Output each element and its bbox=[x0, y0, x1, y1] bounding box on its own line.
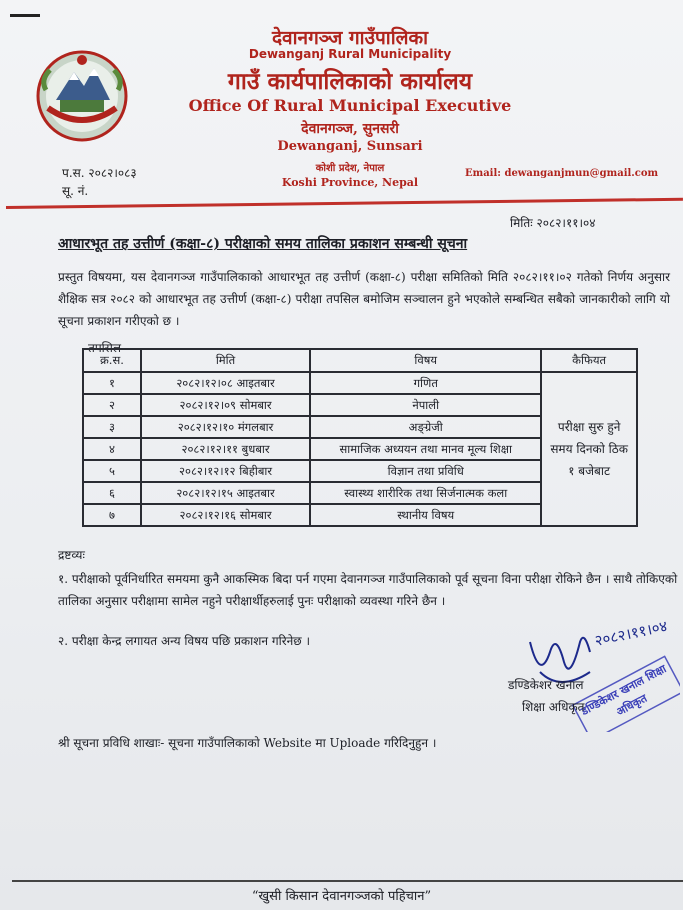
table-row bbox=[83, 372, 637, 394]
office-name-english: Office Of Rural Municipal Executive bbox=[188, 96, 512, 115]
row-serial: ४ bbox=[83, 438, 141, 460]
row-subject: विज्ञान तथा प्रविधि bbox=[310, 460, 541, 482]
notice-body: प्रस्तुत विषयमा, यस देवानगञ्ज गाउँपालिकाको आधारभूत तह उत्तीर्ण (कक्षा-८) परीक्षा समितिको मिति २०८२।११।०२ गतेको निर्णय अनुसार शैक्षिक सत्र २०८२ को आधारभूत तह उत्तीर्ण (कक्षा-८) परीक्षा तपसिल बमोजिम सञ्चालन हुने भएकोले सम्बन्धित सबैको जानकारीको लागि यो सूचना प्रकाशन गरीएको छ । bbox=[58, 270, 670, 328]
row-date: २०८२।१२।१२ बिहीबार bbox=[141, 460, 310, 482]
row-date: २०८२।१२।११ बुधबार bbox=[141, 438, 310, 460]
row-date: २०८२।१२।०८ आइतबार bbox=[141, 372, 310, 394]
row-serial: ७ bbox=[83, 504, 141, 526]
nepal-emblem-logo bbox=[36, 50, 128, 142]
footer-slogan: “खुसी किसान देवानगञ्जको पहिचान” bbox=[251, 889, 432, 904]
office-name-nepali: गाउँ कार्यपालिकाको कार्यालय bbox=[227, 68, 473, 95]
signature-date: २०८२।११।०४ bbox=[593, 616, 670, 650]
header-subject: विषय bbox=[310, 349, 541, 372]
row-subject: अङ्ग्रेजी bbox=[310, 416, 541, 438]
row-remark bbox=[541, 372, 637, 526]
email-address[interactable]: Email: dewanganjmun@gmail.com bbox=[465, 168, 659, 179]
notice-subject: आधारभूत तह उत्तीर्ण (कक्षा-८) परीक्षाको समय तालिका प्रकाशन सम्बन्धी सूचना bbox=[58, 236, 468, 252]
header-date: मिति bbox=[141, 349, 310, 372]
header-divider bbox=[6, 198, 683, 209]
notes-heading: द्रष्टव्यः bbox=[58, 548, 85, 562]
footer-divider bbox=[12, 880, 683, 882]
row-date: २०८२।१२।१५ आइतबार bbox=[141, 482, 310, 504]
row-subject: स्थानीय विषय bbox=[310, 504, 541, 526]
row-subject: सामाजिक अध्ययन तथा मानव मूल्य शिक्षा bbox=[310, 438, 541, 460]
signatory-name: डण्डिकेशर खनाल bbox=[508, 678, 584, 692]
row-subject: नेपाली bbox=[310, 394, 541, 416]
row-date: २०८२।१२।०९ सोमबार bbox=[141, 394, 310, 416]
row-subject: स्वास्थ्य शारीरिक तथा सिर्जनात्मक कला bbox=[310, 482, 541, 504]
menu-icon[interactable] bbox=[10, 14, 40, 17]
table-header-row bbox=[83, 349, 637, 372]
province-english: Koshi Province, Nepal bbox=[281, 176, 419, 189]
row-date: २०८२।१२।१६ सोमबार bbox=[141, 504, 310, 526]
row-serial: ६ bbox=[83, 482, 141, 504]
cc-instruction: श्री सूचना प्रविधि शाखाः- सूचना गाउँपालिकाको Website मा Uploade गरिदिनुहुन । bbox=[58, 736, 437, 750]
row-date: २०८२।१२।१० मंगलबार bbox=[141, 416, 310, 438]
row-serial: ३ bbox=[83, 416, 141, 438]
schedule-caption: तपसिल bbox=[88, 341, 122, 355]
dispatch-number: सू. नं. bbox=[62, 184, 89, 198]
municipality-name-english: Dewanganj Rural Municipality bbox=[248, 47, 452, 61]
exam-schedule-table bbox=[82, 348, 638, 527]
row-subject: गणित bbox=[310, 372, 541, 394]
row-serial: २ bbox=[83, 394, 141, 416]
municipality-name-nepali: देवानगञ्ज गाउँपालिका bbox=[271, 27, 429, 49]
header-remarks: कैफियत bbox=[541, 349, 637, 372]
reference-number: प.स. २०८२।०८३ bbox=[62, 166, 137, 180]
row-serial: ५ bbox=[83, 460, 141, 482]
official-stamp: डण्डिकेशर खनाल शिक्षा अधिकृत bbox=[578, 662, 669, 719]
province-nepali: कोशी प्रदेश, नेपाल bbox=[315, 163, 385, 174]
letter-date: मितिः २०८२।११।०४ bbox=[510, 216, 596, 230]
address-nepali: देवानगञ्ज, सुनसरी bbox=[301, 121, 399, 137]
remark-text: परीक्षा सुरु हुने समय दिनको ठिक १ बजेबाट bbox=[550, 420, 628, 478]
address-english: Dewanganj, Sunsari bbox=[277, 139, 423, 154]
note-item-1: १. परीक्षाको पूर्वनिर्धारित समयमा कुनै आकस्मिक बिदा पर्न गएमा देवानगञ्ज गाउँपालिकाको पूर्व सूचना विना परीक्षा रोकिने छैन । साथै तोकिएको तालिका अनुसार परीक्षामा सामेल नहुने परीक्षार्थीहरुलाई पुनः परीक्षाको व्यवस्था गरिने छैन । bbox=[58, 572, 678, 608]
row-serial: १ bbox=[83, 372, 141, 394]
header-serial: क्र.स. bbox=[83, 349, 141, 372]
signatory-title: शिक्षा अधिकृत bbox=[522, 700, 585, 714]
note-item-2: २. परीक्षा केन्द्र लगायत अन्य विषय पछि प्रकाशन गरिनेछ । bbox=[58, 634, 311, 648]
